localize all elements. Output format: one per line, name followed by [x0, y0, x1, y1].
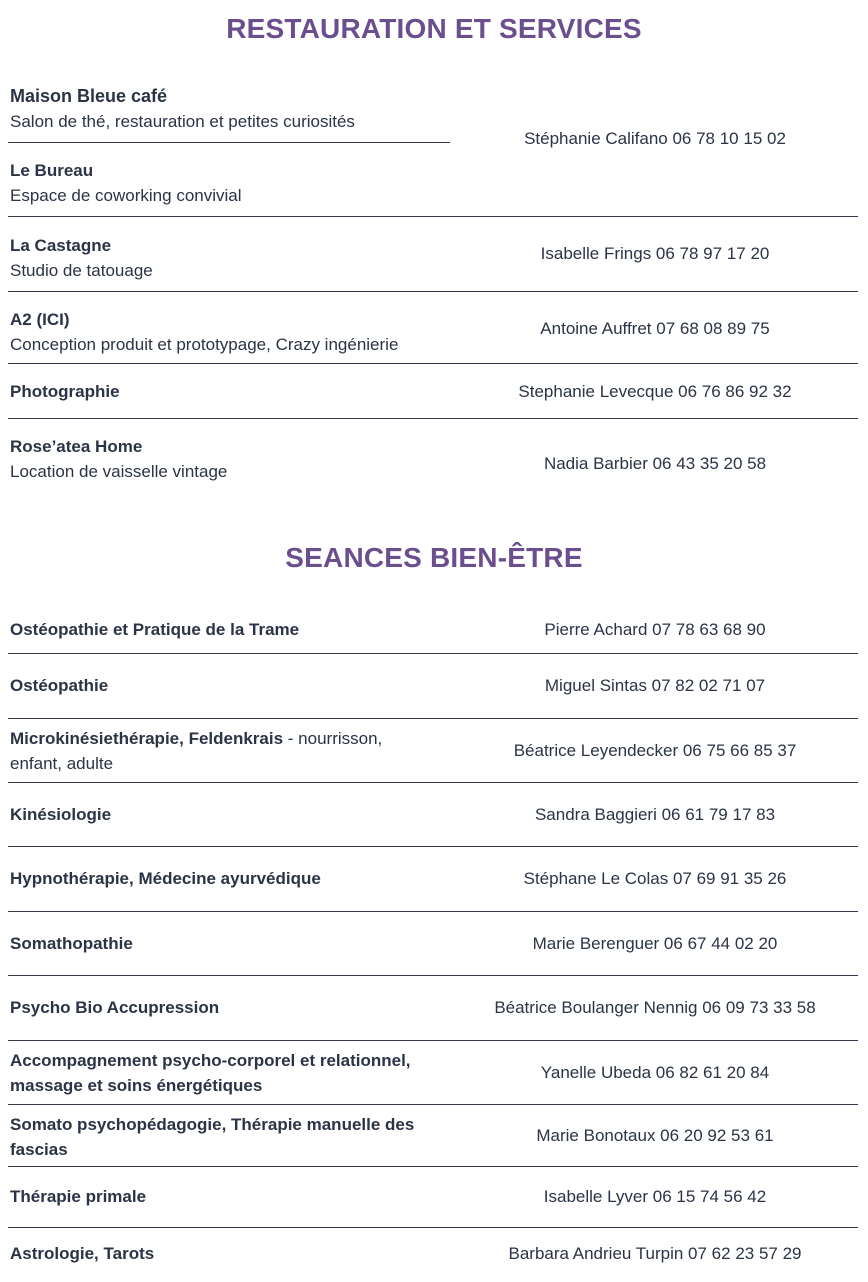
item-title: Accompagnement psycho-corporel et relationnel, massage et soins énergétiques	[10, 1051, 411, 1095]
list-item	[10, 1241, 410, 1266]
list-item	[10, 726, 410, 776]
divider	[8, 911, 858, 912]
list-item-a2	[10, 307, 440, 357]
list-item	[10, 617, 410, 642]
list-item	[10, 931, 410, 956]
item-title: Psycho Bio Accupression	[10, 998, 220, 1017]
item-title: Thérapie primale	[10, 1187, 147, 1206]
item-title: Hypnothérapie, Médecine ayurvédique	[10, 869, 321, 888]
list-item	[10, 1184, 410, 1209]
divider	[8, 291, 858, 292]
contact: Barbara Andrieu Turpin 07 62 23 57 29	[508, 1244, 802, 1263]
item-title: A2 (ICI)	[10, 310, 70, 329]
divider	[8, 846, 858, 847]
item-description: - nourrisson, enfant, adulte	[10, 729, 383, 773]
contact: Marie Bonotaux 06 20 92 53 61	[536, 1126, 774, 1145]
contact: Béatrice Leyendecker 06 75 66 85 37	[513, 741, 797, 760]
list-item-la-castagne	[10, 233, 440, 283]
divider	[8, 1104, 858, 1105]
divider	[8, 975, 858, 976]
contact: Pierre Achard 07 78 63 68 90	[544, 620, 766, 639]
list-item-photographie	[10, 379, 440, 404]
item-title: Maison Bleue café	[10, 86, 168, 106]
item-title: Kinésiologie	[10, 805, 112, 824]
list-item	[10, 802, 410, 827]
divider	[8, 653, 858, 654]
list-item	[10, 1048, 430, 1098]
item-title: Somato psychopédagogie, Thérapie manuelle des fascias	[10, 1115, 415, 1159]
item-description: Location de vaisselle vintage	[10, 462, 228, 481]
divider	[8, 216, 858, 217]
list-item	[10, 1112, 430, 1162]
divider	[8, 1227, 858, 1228]
divider	[8, 718, 858, 719]
item-title: Astrologie, Tarots	[10, 1244, 155, 1263]
list-item-roseatea	[10, 434, 440, 484]
divider	[8, 782, 858, 783]
divider	[8, 1166, 858, 1167]
contact: Marie Berenguer 06 67 44 02 20	[532, 934, 778, 953]
list-item-maison-bleue	[10, 84, 440, 134]
divider	[8, 1040, 858, 1041]
contact-levecque: Stephanie Levecque 06 76 86 92 32	[518, 382, 792, 401]
list-item-le-bureau	[10, 158, 440, 208]
contact: Stéphane Le Colas 07 69 91 35 26	[523, 869, 787, 888]
item-title: Ostéopathie	[10, 676, 109, 695]
list-item	[10, 866, 410, 891]
contact: Sandra Baggieri 06 61 79 17 83	[534, 805, 776, 824]
contact: Miguel Sintas 07 82 02 71 07	[544, 676, 766, 695]
contact-auffret: Antoine Auffret 07 68 08 89 75	[540, 319, 770, 338]
item-description: Conception produit et prototypage, Crazy ingénierie	[10, 335, 399, 354]
list-item	[10, 673, 410, 698]
section-heading-bienetre: SEANCES BIEN-ÊTRE	[285, 542, 583, 573]
item-title: Rose’atea Home	[10, 437, 143, 456]
item-title: Ostéopathie et Pratique de la Trame	[10, 620, 300, 639]
item-title: La Castagne	[10, 236, 112, 255]
item-title: Somathopathie	[10, 934, 133, 953]
item-description: Espace de coworking convivial	[10, 186, 242, 205]
item-title: Photographie	[10, 382, 120, 401]
contact-califano: Stéphanie Califano 06 78 10 15 02	[524, 129, 786, 148]
contact-barbier: Nadia Barbier 06 43 35 20 58	[543, 454, 767, 473]
section-heading-restauration: RESTAURATION ET SERVICES	[226, 13, 642, 44]
item-title: Le Bureau	[10, 161, 94, 180]
contact: Yanelle Ubeda 06 82 61 20 84	[540, 1063, 770, 1082]
item-description: Studio de tatouage	[10, 261, 153, 280]
divider	[8, 418, 858, 419]
divider	[8, 142, 450, 143]
item-description: Salon de thé, restauration et petites curiosités	[10, 112, 355, 131]
contact: Béatrice Boulanger Nennig 06 09 73 33 58	[494, 998, 816, 1017]
contact-frings: Isabelle Frings 06 78 97 17 20	[540, 244, 770, 263]
contact: Isabelle Lyver 06 15 74 56 42	[543, 1187, 767, 1206]
item-title: Microkinésiethérapie, Feldenkrais	[10, 729, 284, 748]
divider	[8, 363, 858, 364]
list-item	[10, 995, 410, 1020]
